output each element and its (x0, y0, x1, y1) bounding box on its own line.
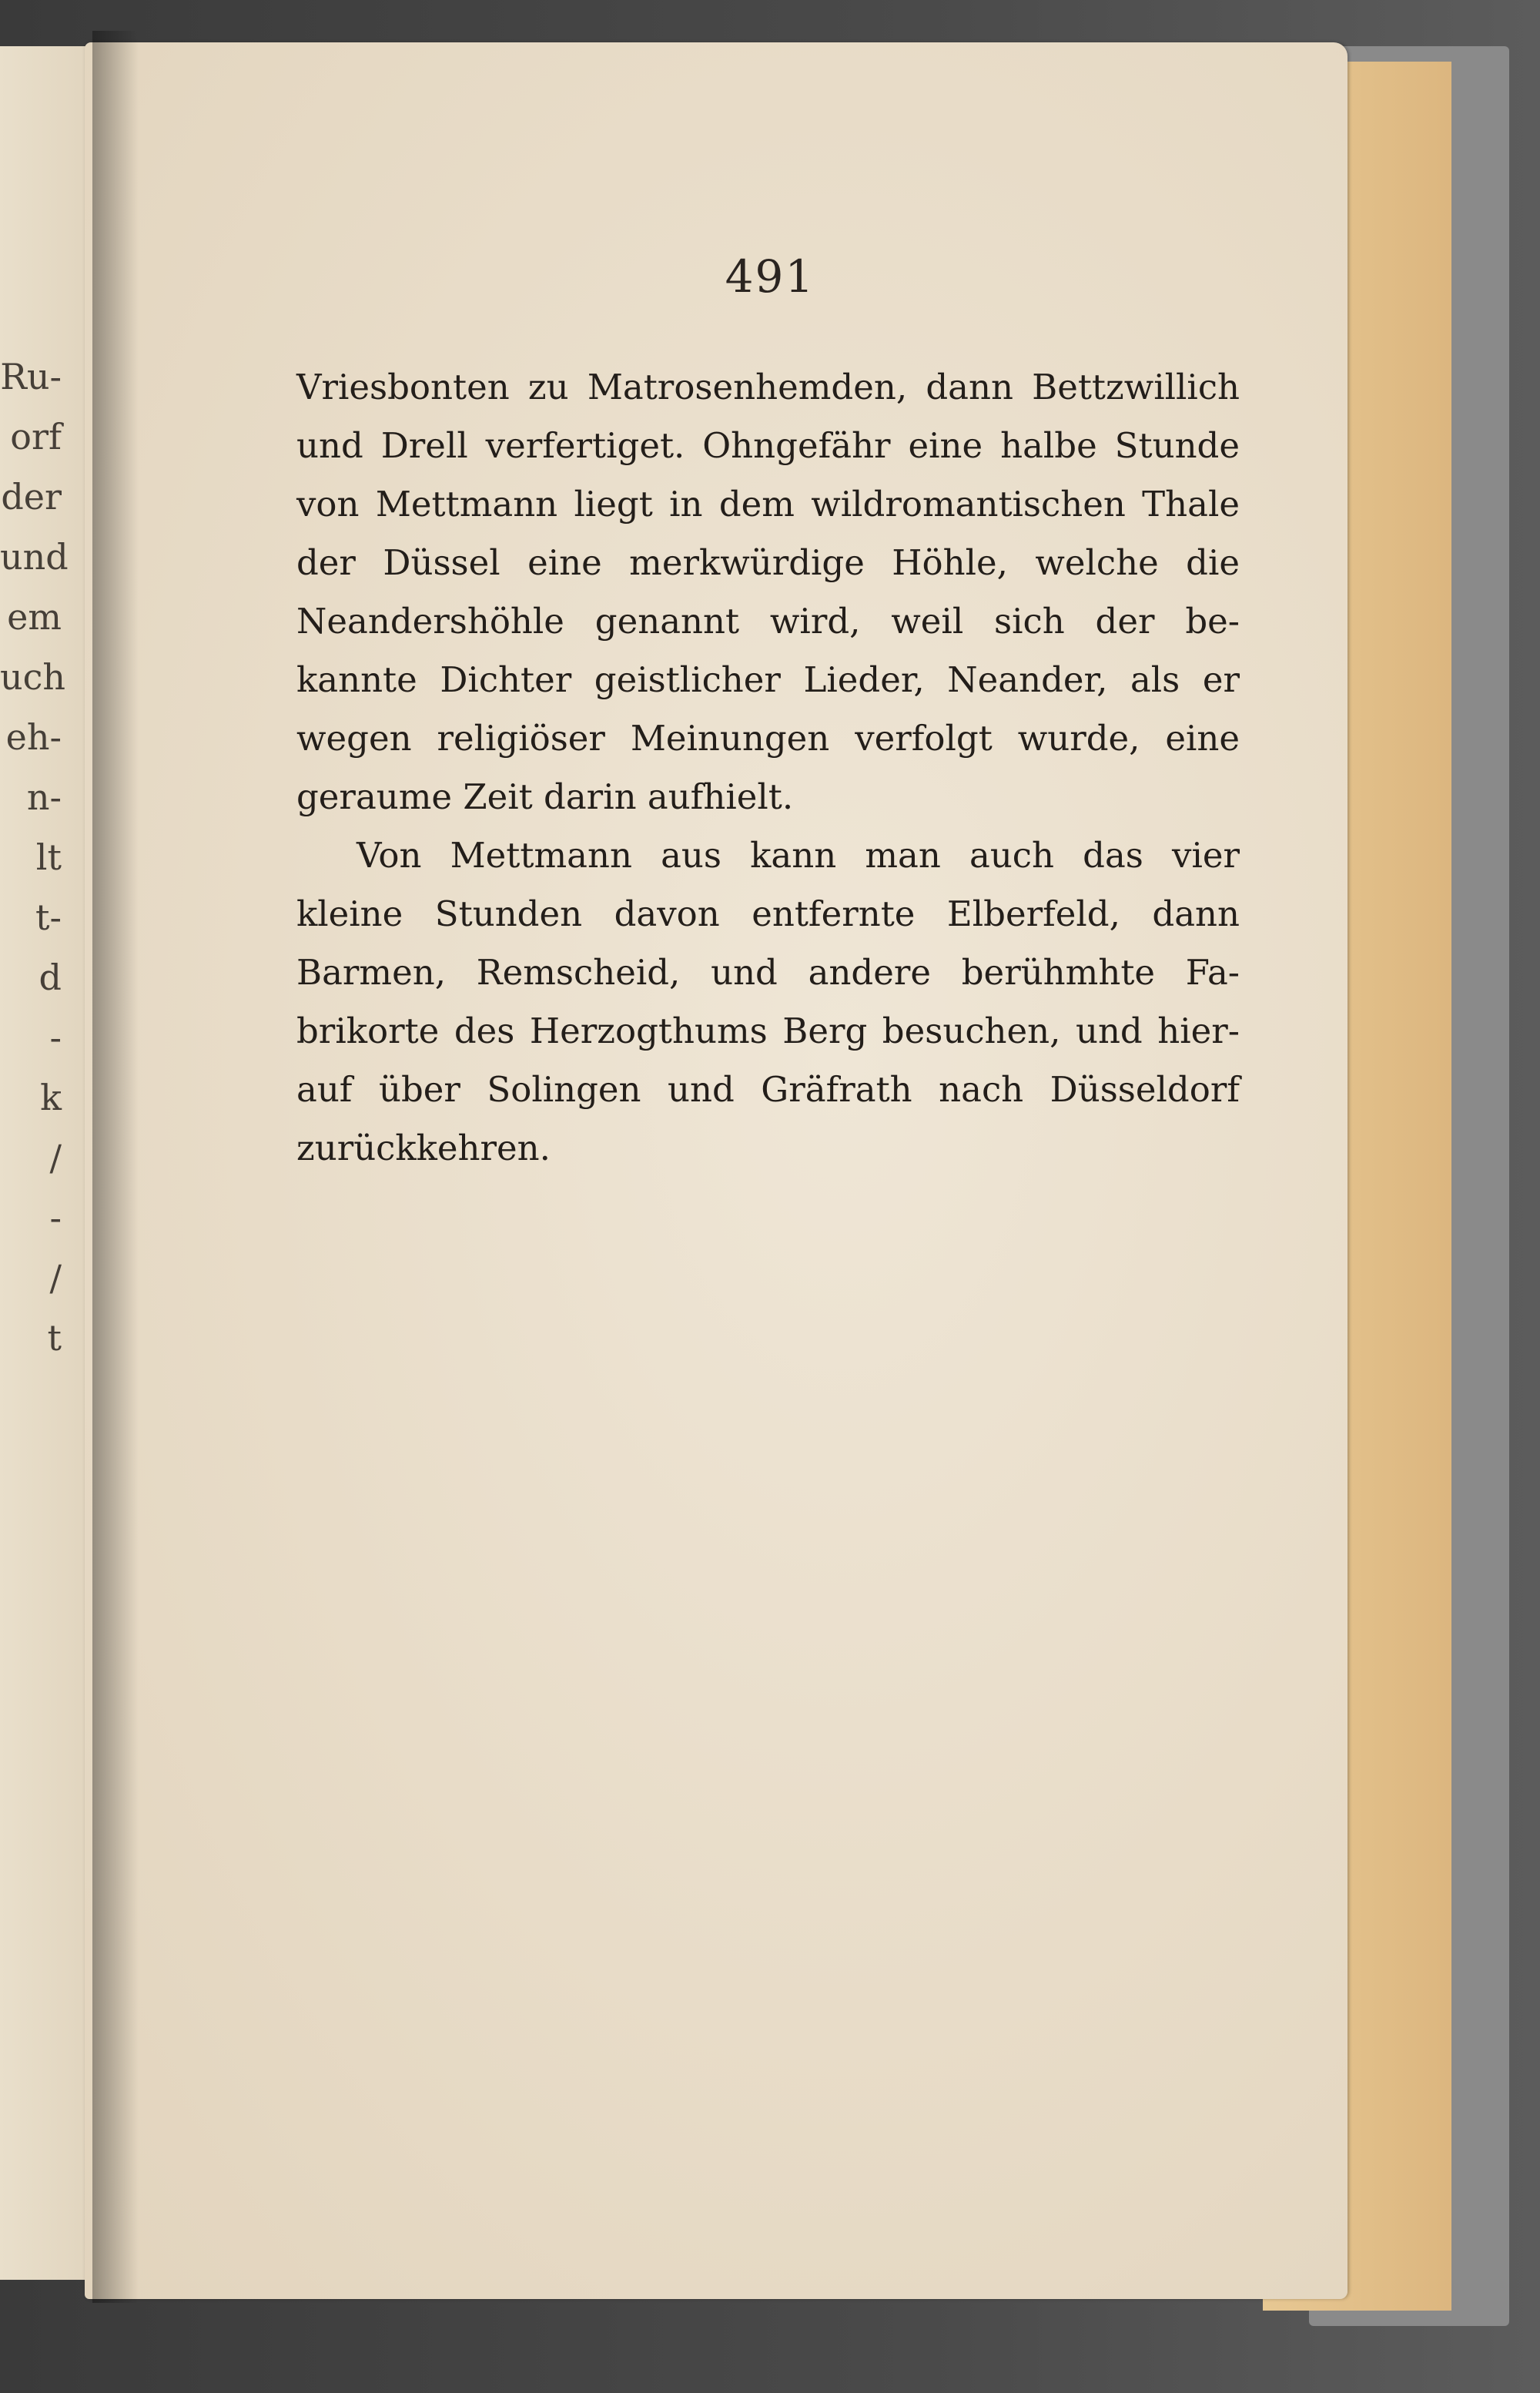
facing-page-fragment: uch (0, 656, 66, 698)
facing-page-fragment: t- (35, 897, 62, 938)
text-line: von Mettmann liegt in dem wildromantischen Thale (296, 484, 1240, 525)
facing-page-fragment: orf (10, 416, 62, 457)
facing-page-fragment: d (38, 957, 62, 998)
text-line: Neandershöhle genannt wird, weil sich der be- (296, 601, 1240, 642)
book-page (85, 42, 1348, 2299)
text-line: wegen religiöser Meinungen verfolgt wurde, eine (296, 718, 1240, 759)
spine-shadow (92, 31, 139, 2303)
text-line: kannte Dichter geistlicher Lieder, Neander, als er (296, 659, 1240, 700)
text-line: Von Mettmann aus kann man auch das vier (357, 835, 1240, 876)
text-line: Barmen, Remscheid, und andere berühmhte Fa- (296, 952, 1240, 993)
text-line: der Düssel eine merkwürdige Höhle, welche die (296, 542, 1240, 583)
facing-page-fragment: lt (35, 836, 62, 878)
facing-page-fragment: / (49, 1137, 62, 1178)
paragraph-2 (296, 826, 1240, 1178)
text-line: und Drell verfertiget. Ohngefähr eine halbe Stunde (296, 425, 1240, 466)
page-body-text (296, 358, 1240, 1178)
facing-page-fragment: Ru- (0, 356, 62, 397)
facing-page-text-fragments (0, 347, 92, 1368)
text-line: kleine Stunden davon entfernte Elberfeld, dann (296, 893, 1240, 934)
facing-page-fragment: und (0, 536, 69, 578)
facing-page-fragment: t (47, 1317, 62, 1359)
facing-page-fragment: n- (26, 776, 62, 818)
text-line: geraume Zeit darin aufhielt. (296, 776, 794, 817)
facing-page-fragment: - (49, 1197, 62, 1238)
text-line: brikorte des Herzogthums Berg besuchen, und hier- (296, 1010, 1240, 1051)
facing-page-fragment: k (40, 1077, 62, 1118)
text-line: zurückkehren. (296, 1128, 551, 1168)
facing-page-fragment: / (49, 1257, 62, 1299)
facing-page-fragment: eh- (5, 716, 62, 758)
paragraph-1 (296, 358, 1240, 826)
text-line: auf über Solingen und Gräfrath nach Düsseldorf (296, 1069, 1240, 1110)
page-number: 491 (725, 250, 815, 303)
facing-page-fragment: - (49, 1017, 62, 1058)
facing-page-fragment: em (7, 596, 62, 638)
text-line: Vriesbonten zu Matrosenhemden, dann Bettzwillich (296, 367, 1240, 407)
facing-page-fragment: der (1, 476, 62, 518)
